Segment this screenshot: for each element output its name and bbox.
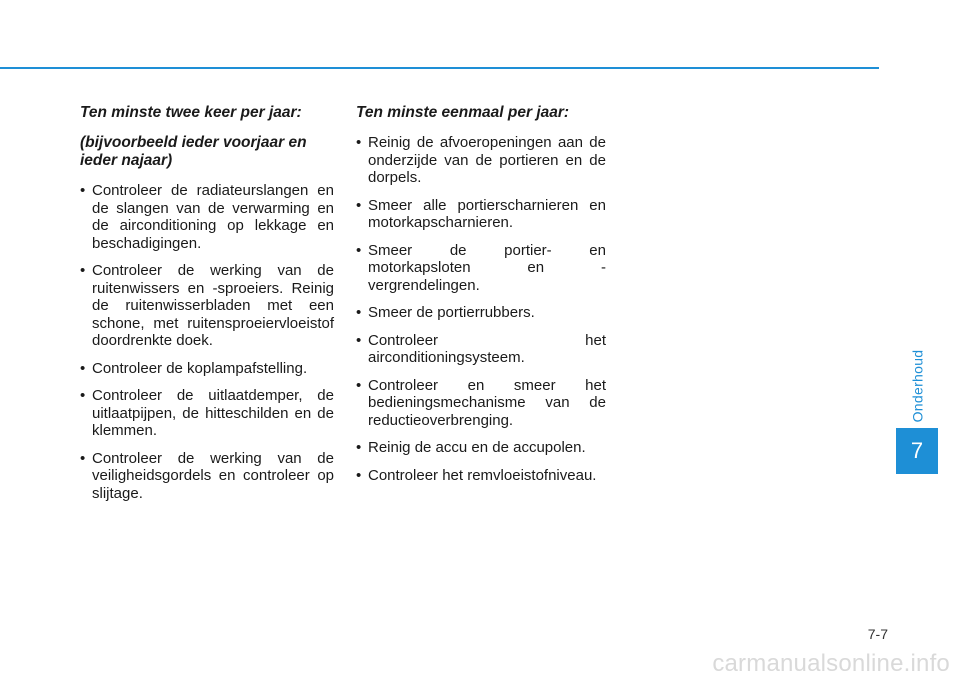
chapter-number-badge: 7 — [896, 428, 938, 474]
list-item: • Controleer de werking van de ruitenwissers en -sproeiers. Reinig de ruitenwisserbladen met een schone, met ruitensproeiervloeistof doordrenkte doek. — [80, 262, 334, 350]
list-item: • Controleer het airconditioningsysteem. — [356, 332, 606, 367]
list-item: • Controleer de koplampafstelling. — [80, 360, 334, 378]
right-heading: Ten minste eenmaal per jaar: — [356, 104, 570, 121]
list-item: • Smeer de portier- en motorkapsloten en -vergrendelingen. — [356, 242, 606, 295]
list-item: • Smeer de portierrubbers. — [356, 304, 606, 322]
list-item: • Controleer de radiateurslangen en de slangen van de verwarming en de airconditioning op lekkage en beschadigingen. — [80, 182, 334, 252]
watermark: carmanualsonline.info — [712, 650, 950, 677]
left-heading: Ten minste twee keer per jaar: — [80, 104, 302, 121]
list-item: • Controleer de uitlaatdemper, de uitlaatpijpen, de hitteschilden en de klemmen. — [80, 387, 334, 440]
left-item-list — [80, 182, 334, 502]
list-item: • Controleer de werking van de veiligheidsgordels en controleer op slijtage. — [80, 450, 334, 503]
right-item-list — [356, 134, 606, 484]
list-item: • Smeer alle portierscharnieren en motorkapscharnieren. — [356, 197, 606, 232]
section-tab-label — [905, 350, 929, 422]
list-item: • Reinig de accu en de accupolen. — [356, 439, 606, 457]
list-item: • Controleer en smeer het bedieningsmechanisme van de reductieoverbrenging. — [356, 377, 606, 430]
list-item: • Reinig de afvoeropeningen aan de onderzijde van de portieren en de dorpels. — [356, 134, 606, 187]
left-subheading: (bijvoorbeeld ieder voorjaar en ieder najaar) — [80, 134, 307, 169]
top-divider — [0, 67, 879, 69]
section-label: Onderhoud — [909, 349, 926, 423]
left-column — [80, 104, 334, 512]
page-number: 7-7 — [867, 626, 888, 642]
list-item: • Controleer het remvloeistofniveau. — [356, 467, 606, 485]
right-column — [356, 104, 606, 494]
